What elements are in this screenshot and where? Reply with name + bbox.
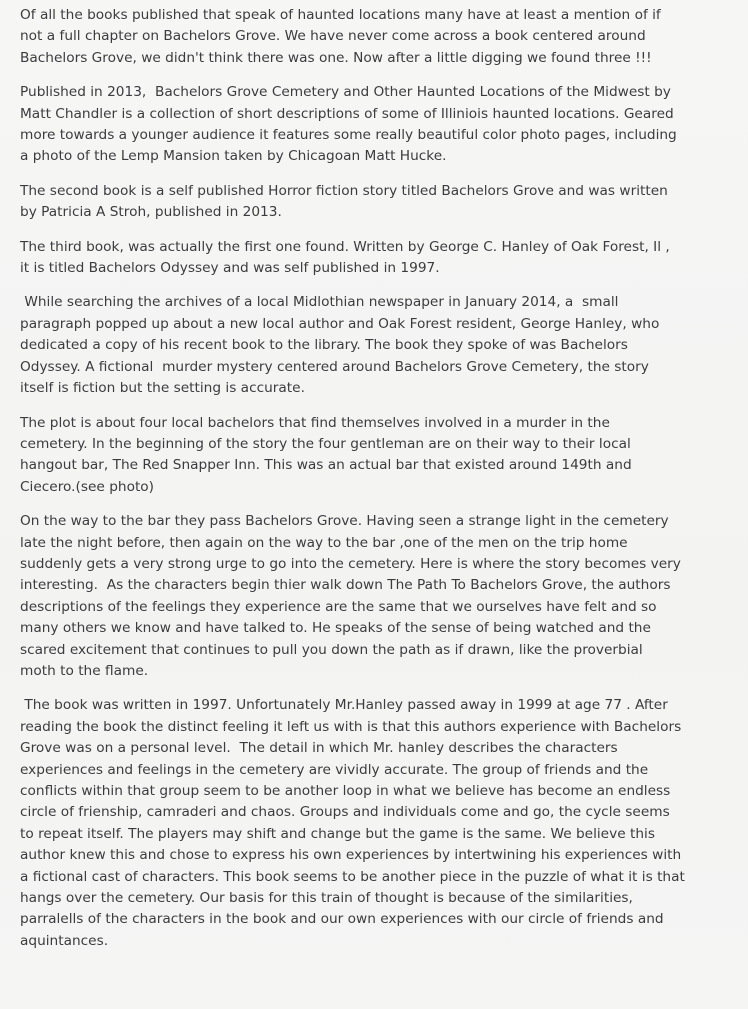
text-line: parralells of the characters in the book and our own experiences with our circle of friends and <box>20 911 664 928</box>
text-line: circle of frienship, camraderi and chaos. Groups and individuals come and go, the cycle seems <box>20 804 670 821</box>
paragraph-5 <box>20 292 738 399</box>
text-line: a fictional cast of characters. This book seems to be another piece in the puzzle of what it is that <box>20 868 685 885</box>
text-line: Odyssey. A fictional murder mystery centered around Bachelors Grove Cemetery, the story <box>20 358 649 375</box>
paragraph-7 <box>20 511 738 682</box>
text-line: moth to the flame. <box>20 662 149 679</box>
paragraph-8 <box>20 695 738 952</box>
text-line: itself is fiction but the setting is accurate. <box>20 380 305 397</box>
text-line: conflicts within that group seem to be another loop in what we believe has become an endless <box>20 783 671 799</box>
text-line: by Patricia A Stroh, published in 2013. <box>20 204 282 221</box>
text-line: descriptions of the feelings they experience are the same that we ourselves have felt and so <box>20 598 657 615</box>
text-line: experiences and feelings in the cemetery are vividly accurate. The group of friends and the <box>20 761 649 778</box>
text-line: Bachelors Grove, we didn't think there was one. Now after a little digging we found three !!! <box>20 49 652 66</box>
text-line: many others we know and have talked to. He speaks of the sense of being watched and the <box>20 620 651 637</box>
text-line: The plot is about four local bachelors that find themselves involved in a murder in the <box>20 414 610 431</box>
text-line: Published in 2013, Bachelors Grove Cemetery and Other Haunted Locations of the Midwest by <box>20 84 671 101</box>
text-line: Grove was on a personal level. The detail in which Mr. hanley describes the characters <box>20 740 618 757</box>
text-line: hangs over the cemetery. Our basis for this train of thought is because of the similarities, <box>20 890 633 907</box>
document-body <box>20 5 738 965</box>
text-line: suddenly gets a very strong urge to go into the cemetery. Here is where the story becomes very <box>20 555 681 572</box>
text-line: not a full chapter on Bachelors Grove. We have never come across a book centered around <box>20 28 646 45</box>
paragraph-6 <box>20 413 738 499</box>
text-line: hangout bar, The Red Snapper Inn. This was an actual bar that existed around 149th and <box>20 457 632 474</box>
text-line: reading the book the distinct feeling it left us with is that this authors experience with Bachelors <box>20 718 682 735</box>
paragraph-2 <box>20 82 738 168</box>
text-line: The book was written in 1997. Unfortunately Mr.Hanley passed away in 1999 at age 77 . After <box>20 697 668 714</box>
text-line: dedicated a copy of his recent book to the library. The book they spoke of was Bachelors <box>20 337 628 354</box>
text-line: Ciecero.(see photo) <box>20 478 155 495</box>
text-line: interesting. As the characters begin thier walk down The Path To Bachelors Grove, the authors <box>20 577 671 594</box>
paragraph-4 <box>20 237 738 280</box>
text-line: Of all the books published that speak of haunted locations many have at least a mention of if <box>20 7 661 23</box>
text-line: The second book is a self published Horror fiction story titled Bachelors Grove and was written <box>20 182 668 199</box>
text-line: cemetery. In the beginning of the story the four gentleman are on their way to their local <box>20 435 631 452</box>
text-line: While searching the archives of a local Midlothian newspaper in January 2014, a small <box>20 294 619 311</box>
text-line: more towards a younger audience it features some really beautiful color photo pages, including <box>20 127 677 144</box>
paragraph-3 <box>20 181 738 224</box>
text-line: scared excitement that continues to pull you down the path as if drawn, like the proverbial <box>20 641 643 658</box>
text-line: late the night before, then again on the way to the bar ,one of the men on the trip home <box>20 534 628 551</box>
text-line: paragraph popped up about a new local author and Oak Forest resident, George Hanley, who <box>20 315 660 332</box>
text-line: aquintances. <box>20 932 109 949</box>
text-line: Matt Chandler is a collection of short descriptions of some of Illiniois haunted locations. Geared <box>20 105 674 122</box>
text-line: to repeat itself. The players may shift and change but the game is the same. We believe this <box>20 825 655 842</box>
text-line: a photo of the Lemp Mansion taken by Chicagoan Matt Hucke. <box>20 148 447 165</box>
text-line: The third book, was actually the first one found. Written by George C. Hanley of Oak Forest, Il , <box>20 238 670 255</box>
text-line: it is titled Bachelors Odyssey and was self published in 1997. <box>20 260 440 277</box>
paragraph-1 <box>20 5 738 69</box>
text-line: On the way to the bar they pass Bachelors Grove. Having seen a strange light in the cemetery <box>20 513 669 530</box>
text-line: author knew this and chose to express his own experiences by intertwining his experiences with <box>20 847 682 864</box>
